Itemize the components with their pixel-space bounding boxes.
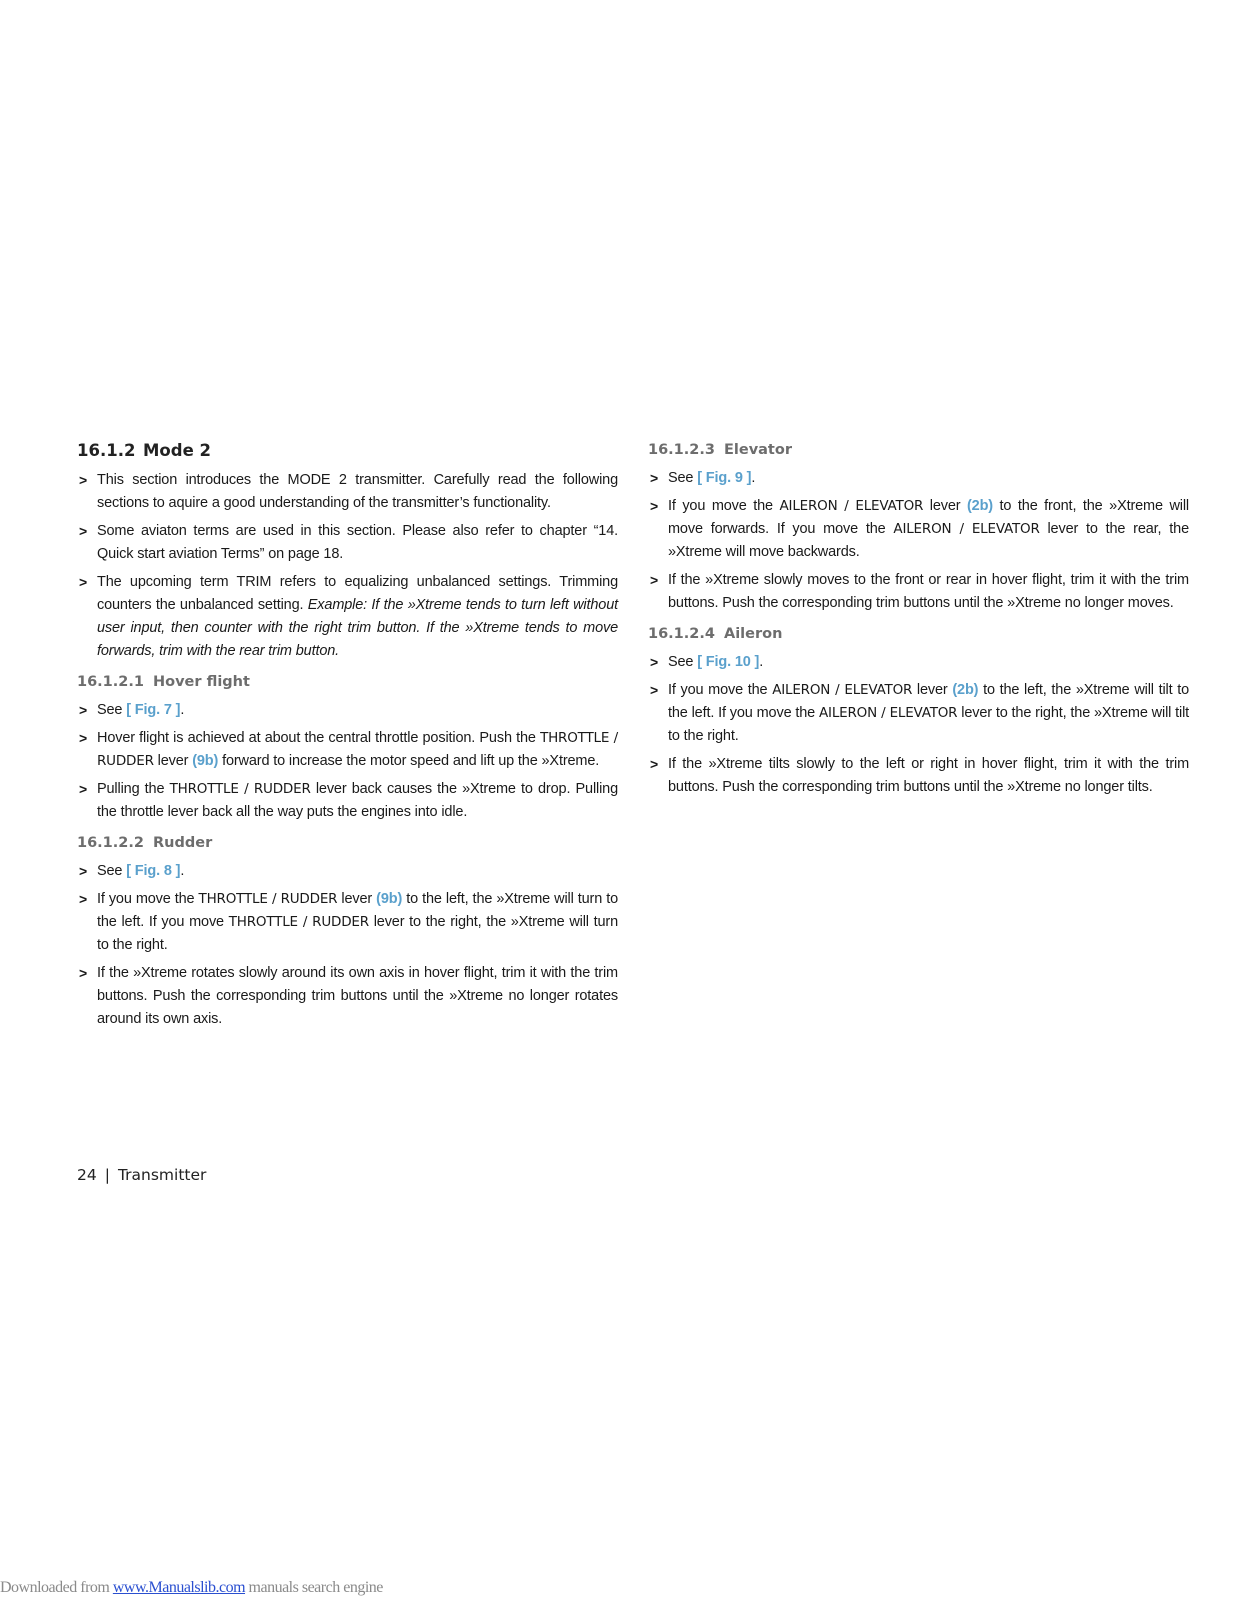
bullet-marker: >: [650, 470, 659, 486]
aileron-list: [648, 651, 1189, 799]
item-text: to the front, the »Xtreme will move forwards. If you move the: [668, 498, 1190, 537]
item-text: lever: [153, 753, 193, 769]
item-text: If the »Xtreme slowly moves to the front or rear in hover flight, trim it with the trim buttons. Push the corresponding trim buttons until the »Xtreme no longer moves.: [668, 572, 1189, 611]
subsection-heading-rudder: [77, 833, 618, 853]
bullet-marker: >: [650, 572, 659, 588]
item-text: lever: [337, 891, 377, 907]
intro-list: [77, 469, 618, 663]
item-text: Pulling the: [97, 781, 170, 797]
figure-link[interactable]: [ Fig. 9 ]: [697, 470, 752, 486]
manualslib-link[interactable]: www.Manualslib.com: [112, 1579, 246, 1596]
list-item: [648, 753, 1189, 799]
left-column: [77, 440, 618, 1036]
lever-name: THROTTLE / RUDDER: [97, 730, 618, 769]
bullet-marker: >: [79, 730, 88, 746]
rudder-list: [77, 860, 618, 1031]
bullet-marker: >: [650, 682, 659, 698]
figure-link[interactable]: [ Fig. 10 ]: [697, 654, 760, 670]
footer-section-name: Transmitter: [117, 1166, 207, 1184]
list-item: [77, 962, 618, 1031]
see-suffix: .: [180, 863, 185, 879]
list-item: [648, 679, 1189, 748]
hover-flight-list: [77, 699, 618, 824]
see-prefix: See: [97, 702, 127, 718]
list-item: [648, 651, 1189, 674]
item-text: If you move the: [668, 682, 773, 698]
figure-link[interactable]: [ Fig. 7 ]: [126, 702, 181, 718]
lever-name: THROTTLE / RUDDER: [228, 914, 369, 930]
subsection-heading-hover-flight: [77, 672, 618, 692]
item-text: lever to the right, the »Xtreme will tilt to the right.: [668, 705, 1190, 744]
bullet-marker: >: [79, 781, 88, 797]
item-text: The upcoming term TRIM refers to equalizing unbalanced settings. Trimming counters the unbalanced setting.: [97, 574, 618, 613]
lever-name: AILERON / ELEVATOR: [819, 705, 958, 721]
item-text: If the »Xtreme tilts slowly to the left or right in hover flight, trim it with the trim buttons. Push the corresponding trim buttons until the »Xtreme no longer tilts.: [668, 756, 1189, 795]
bullet-marker: >: [79, 863, 88, 879]
subsection-heading-aileron: [648, 624, 1189, 644]
bullet-marker: >: [79, 702, 88, 718]
lever-name: AILERON / ELEVATOR: [772, 682, 913, 698]
item-text: lever back causes the »Xtreme to drop. Pulling the throttle lever back all the way puts the engines into idle.: [97, 781, 618, 820]
list-item: [648, 467, 1189, 490]
item-text: If you move the: [97, 891, 199, 907]
lever-name: THROTTLE / RUDDER: [198, 891, 338, 907]
item-text: to the left, the »Xtreme will turn to the left. If you move: [97, 891, 619, 930]
bullet-marker: >: [650, 498, 659, 514]
example-text: Example: If the »Xtreme tends to turn left without user input, then counter with the right trim button. If the »Xtreme tends to move forwards, trim with the rear trim button.: [97, 597, 618, 659]
download-suffix: manuals search engine: [245, 1579, 383, 1596]
figure-link[interactable]: [ Fig. 8 ]: [126, 863, 181, 879]
right-column: [648, 440, 1189, 804]
lever-name: THROTTLE / RUDDER: [169, 781, 311, 797]
subsection-number: 16.1.2.1: [77, 674, 144, 690]
see-prefix: See: [668, 654, 698, 670]
list-item: [77, 778, 618, 824]
subsection-number: 16.1.2.4: [648, 626, 715, 642]
subsection-title: Rudder: [152, 835, 213, 851]
download-banner: [0, 1577, 383, 1599]
list-item: [648, 495, 1189, 564]
lever-name: AILERON / ELEVATOR: [779, 498, 924, 514]
section-number: 16.1.2: [77, 441, 136, 460]
item-text: lever to the right, the »Xtreme will turn to the right.: [97, 914, 619, 953]
section-heading-mode-2: [77, 440, 618, 462]
list-item: [648, 569, 1189, 615]
list-item: [77, 571, 618, 663]
see-suffix: .: [751, 470, 756, 486]
item-text: Hover flight is achieved at about the central throttle position. Push the: [97, 730, 541, 746]
section-title: Mode 2: [143, 441, 211, 460]
list-item: [77, 888, 618, 957]
bullet-marker: >: [79, 523, 88, 539]
bullet-marker: >: [79, 965, 88, 981]
lever-name: AILERON / ELEVATOR: [893, 521, 1040, 537]
bullet-marker: >: [650, 654, 659, 670]
lever-reference: (9b): [376, 891, 403, 907]
bullet-marker: >: [650, 756, 659, 772]
list-item: [77, 860, 618, 883]
subsection-title: Aileron: [723, 626, 783, 642]
footer-separator: |: [104, 1166, 110, 1184]
subsection-number: 16.1.2.2: [77, 835, 144, 851]
lever-reference: (9b): [192, 753, 219, 769]
see-suffix: .: [759, 654, 764, 670]
item-text: lever: [923, 498, 967, 514]
see-suffix: .: [180, 702, 185, 718]
list-item: [77, 520, 618, 566]
item-text: If you move the: [668, 498, 780, 514]
subsection-number: 16.1.2.3: [648, 442, 715, 458]
subsection-heading-elevator: [648, 440, 1189, 460]
bullet-marker: >: [79, 891, 88, 907]
lever-reference: (2b): [967, 498, 993, 514]
subsection-title: Elevator: [723, 442, 792, 458]
list-item: [77, 699, 618, 722]
bullet-marker: >: [79, 574, 88, 590]
item-text: lever: [912, 682, 953, 698]
item-text: lever to the rear, the »Xtreme will move backwards.: [668, 521, 1189, 560]
page-number: 24: [77, 1166, 97, 1184]
subsection-title: Hover flight: [152, 674, 250, 690]
see-prefix: See: [668, 470, 698, 486]
item-text: Some aviaton terms are used in this section. Please also refer to chapter “14. Quick start aviation Terms” on page 18.: [97, 523, 618, 562]
list-item: [77, 727, 618, 773]
item-text: to the left, the »Xtreme will tilt to the left. If you move the: [668, 682, 1190, 721]
lever-reference: (2b): [952, 682, 979, 698]
item-text: forward to increase the motor speed and lift up the »Xtreme.: [218, 753, 600, 769]
page-footer: [77, 1164, 206, 1186]
download-prefix: Downloaded from: [0, 1579, 113, 1596]
item-text: This section introduces the MODE 2 transmitter. Carefully read the following sections to aquire a good understanding of the transmitter’s functionality.: [97, 472, 618, 511]
bullet-marker: >: [79, 472, 88, 488]
see-prefix: See: [97, 863, 127, 879]
item-text: If the »Xtreme rotates slowly around its own axis in hover flight, trim it with the trim buttons. Push the corresponding trim buttons until the »Xtreme no longer rotates around its own axis.: [97, 965, 618, 1027]
elevator-list: [648, 467, 1189, 615]
list-item: [77, 469, 618, 515]
